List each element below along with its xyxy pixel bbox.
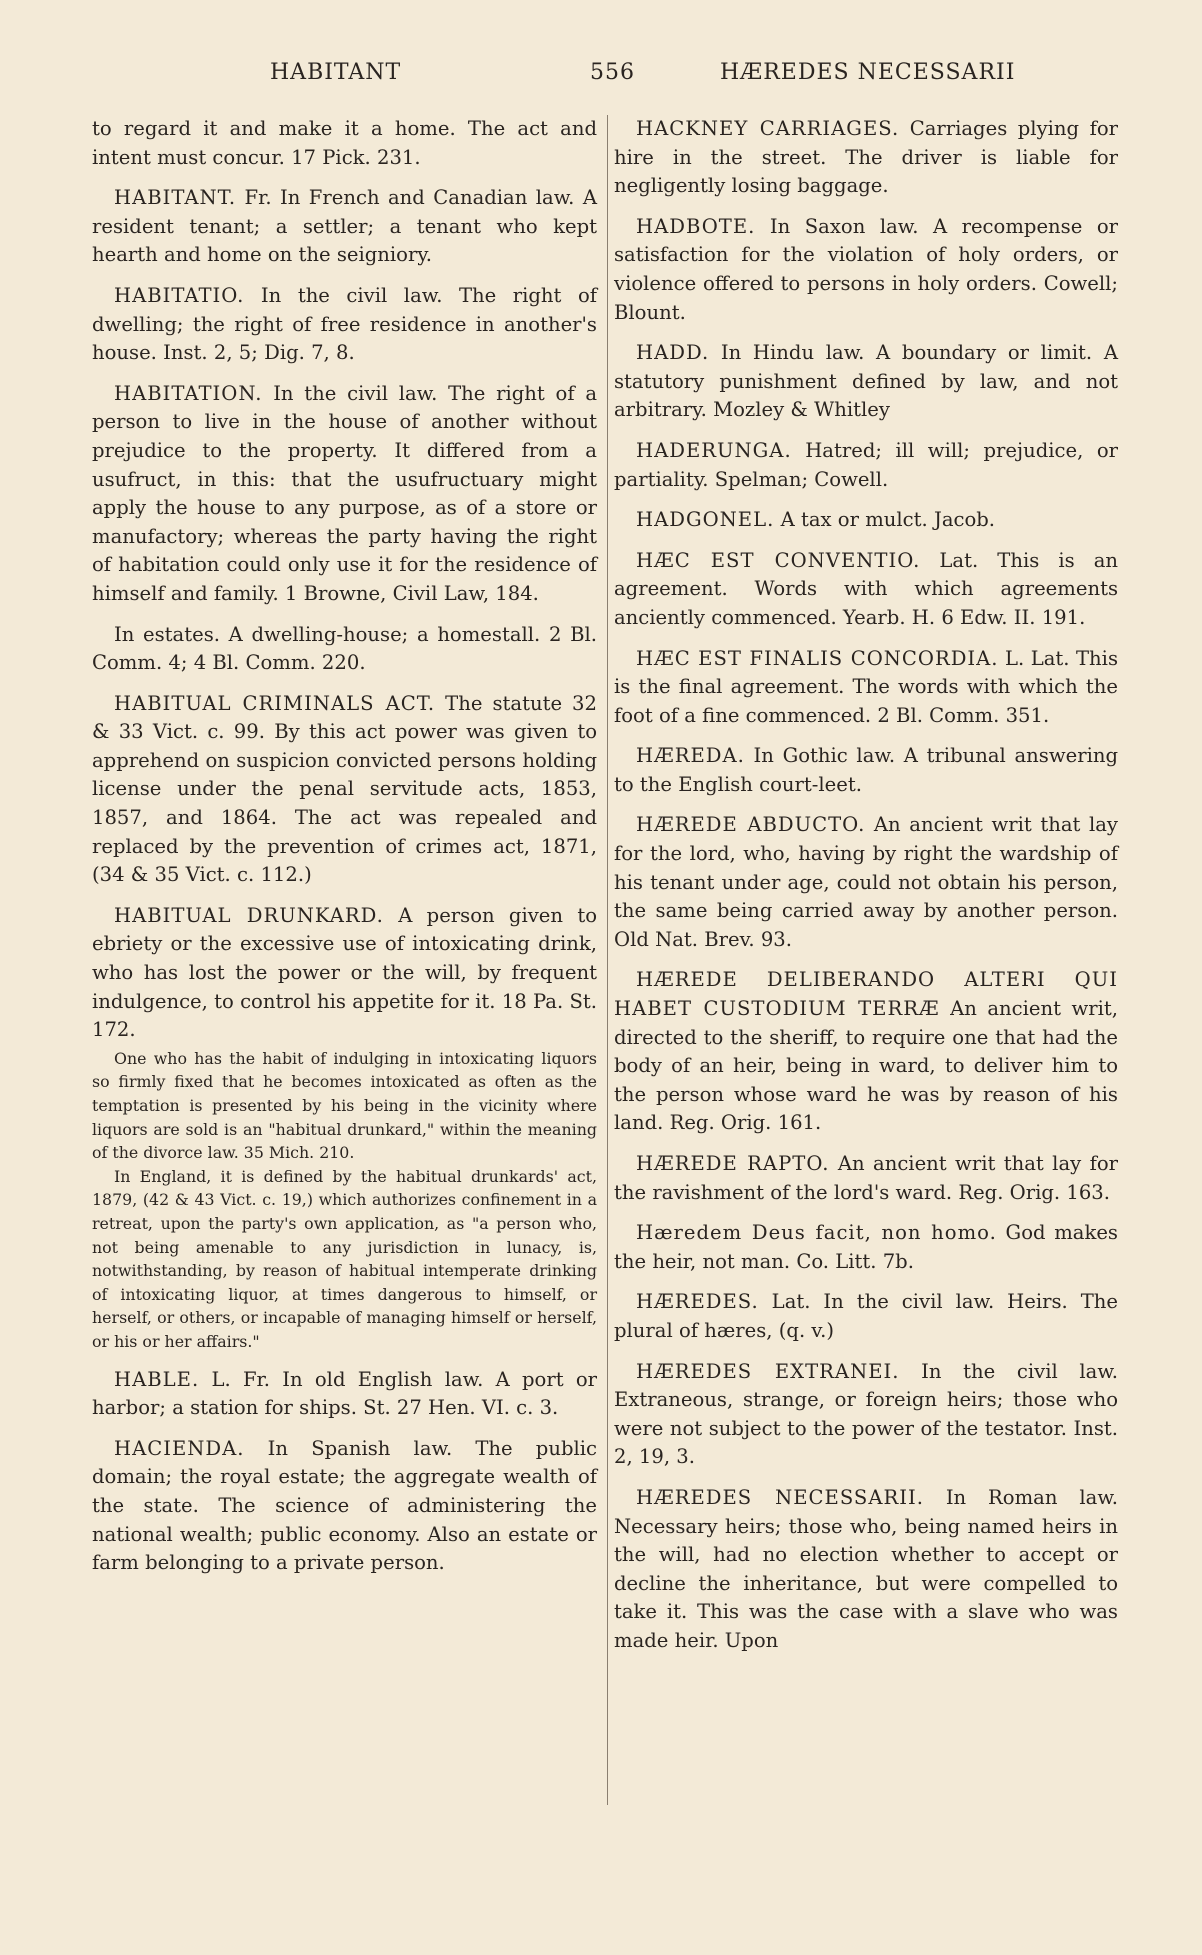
header-left-term: HABITANT [270,60,402,85]
entry-definition: Lat. In the civil law. Heirs. The plural of hæres, (q. v.) [614,1290,1118,1342]
entry-term: HÆREDE ABDUCTO. [636,813,866,837]
entry-term: HACIENDA. [114,1436,245,1460]
entry-term: HADGONEL. [636,508,775,532]
entry [614,506,1118,535]
entry [614,437,1118,494]
entry-term: HACKNEY CARRIAGES. [636,117,900,140]
entry-definition: In Hindu law. A boundary or limit. A statutory punishment defined by law, and not arbitrary. Mozley & Whitley [614,341,1118,422]
entry-definition: In Saxon law. A recompense or satisfaction for the violation of holy orders, or violence offered to persons in holy orders. Cowell; Blount. [614,214,1118,324]
entry [614,1358,1118,1472]
running-header [95,60,1117,92]
entry-definition: Hatred; ill will; prejudice, or partiality. Spelman; Cowell. [614,438,1118,491]
entry-definition: In Roman law. Necessary heirs; those who, being named heirs in the will, had no election whether to accept or decline the inheritance, but were compelled to take it. This was the case with a slave who was made heir. Upon [614,1485,1118,1652]
entry-term: HADBOTE. [636,214,756,238]
entry-definition: In the civil law. The right of dwelling; the right of free residence in another's house. Inst. 2, 5; Dig. 7, 8. [92,283,597,365]
entry-term: HÆREDES. [636,1290,759,1314]
entry-definition: Carriages plying for hire in the street. The driver is liable for negligently losing baggage. [614,117,1118,198]
entry-term: HÆREDE DELIBERANDO ALTERI QUI HABET CUSTODIUM TERRÆ [614,968,1118,1021]
entry-term: Hæredem Deus facit, non homo. [636,1221,997,1245]
entry-definition: In the civil law. Extraneous, strange, or foreign heirs; those who were not subject to the power of the testator. Inst. 2, 19, 3. [614,1359,1118,1469]
entry-definition: An ancient writ that lay for the lord, who, having by right the wardship of his tenant under age, could not obtain his person, the same being carried away by another person. Old Nat. Brev. 93. [614,813,1118,951]
entry-term: HÆREDA. [636,744,745,768]
entry [92,690,597,890]
entry-term: HÆREDES NECESSARII. [636,1485,924,1509]
entry-definition: Lat. This is an agreement. Words with which agreements anciently commenced. Yearb. H. 6 Edw. II. 191. [614,548,1119,629]
small-print-note: One who has the habit of indulging in intoxicating liquors so firmly fixed that he becomes intoxicated as often as the temptation is presented by his being in the vicinity where liquors are sold is an "habitual drunkard," within the meaning of the divorce law. 35 Mich. 210. [92,1048,597,1163]
entry-definition: L. Lat. This is the final agreement. The words with which the foot of a fine commenced. 2 Bl. Comm. 351. [614,646,1119,727]
column-divider [607,115,608,1805]
entry [614,645,1118,731]
entry-term: HABLE. [114,1367,200,1391]
entry-term: HABITATIO. [114,283,245,307]
entry-definition: L. Fr. In old English law. A port or harbor; a station for ships. St. 27 Hen. VI. c. 3. [92,1367,597,1420]
header-right-term: HÆREDES NECESSARII [720,60,1016,85]
entry-term: HADERUNGA. [636,438,792,462]
entry-definition: In Gothic law. A tribunal answering to the English court-leet. [614,744,1118,796]
entry-definition: The statute 32 & 33 Vict. c. 99. By this act power was given to apprehend on suspicion convicted persons holding license under the penal servitude acts, 1853, 1857, and 1864. The act was repealed and replaced by the prevention of crimes act, 1871, (34 & 35 Vict. c. 112.) [92,691,597,887]
entry-definition: Fr. In French and Canadian law. A resident tenant; a settler; a tenant who kept hearth and home on the seigniory. [92,186,597,267]
entry [614,115,1118,201]
entry-term: HABITUAL CRIMINALS ACT. [114,691,436,715]
entry [614,811,1118,954]
entry [92,380,597,609]
entry [92,282,597,368]
entry-term: HABITUAL DRUNKARD. [114,903,384,927]
entry [614,547,1118,633]
entry [614,1288,1118,1345]
page-number: 556 [590,60,635,85]
right-column [614,115,1118,1668]
entry [614,1219,1118,1276]
entry-definition: An ancient writ, directed to the sheriff, to require one that had the body of an heir, being in ward, to deliver him to the person whose ward he was by reason of his land. Reg. Orig. 161. [614,997,1118,1135]
entry [614,213,1118,327]
entry-term: HÆC EST FINALIS CONCORDIA. [636,646,999,670]
entry-continuation: to regard it and make it a home. The act and intent must concur. 17 Pick. 231. [92,117,597,169]
entry-term: HABITANT. [114,186,237,210]
entry-term: HÆREDE RAPTO. [636,1152,830,1175]
entry-term: HÆREDES EXTRANEI. [636,1359,900,1383]
entry [92,184,597,270]
entry [614,1150,1118,1207]
entry-definition: God makes the heir, not man. Co. Litt. 7b. [614,1221,1118,1273]
entry-definition: In the civil law. The right of a person to live in the house of another without prejudice to the property. It differed from a usufruct, in this: that the usufructuary might apply the house to any purpose, as of a store or manufactory; whereas the party having the right of habitation could only use it for the residence of himself and family. 1 Browne, Civil Law, 184. [92,381,597,605]
entry [614,1484,1118,1656]
small-print-note: In England, it is defined by the habitual drunkards' act, 1879, (42 & 43 Vict. c. 19,) which authorizes confinement in a retreat, upon the party's own application, as "a person who, not being amenable to any jurisdiction in lunacy, is, notwithstanding, by reason of habitual intemperate drinking of intoxicating liquor, at times dangerous to himself, or herself, or others, or incapable of managing himself or herself, or his or her affairs." [92,1166,597,1351]
left-column [92,115,597,1590]
entry-term: HADD. [636,341,710,365]
entry-definition: In Spanish law. The public domain; the royal estate; the aggregate wealth of the state. The science of administering the national wealth; public economy. Also an estate or farm belonging to a private person. [92,1436,597,1575]
entry [614,742,1118,799]
entry [92,1366,597,1423]
entry-term: HABITATION. [114,381,263,405]
entry-term: HÆC EST CONVENTIO. [636,548,921,572]
entry [92,902,597,1045]
entry [614,339,1118,425]
entry-definition: In estates. A dwelling-house; a homestall. 2 Bl. Comm. 4; 4 Bl. Comm. 220. [92,622,597,675]
entry [92,621,597,678]
entry-definition: A tax or mulct. Jacob. [774,508,996,532]
entry-definition: A person given to ebriety or the excessive use of intoxicating drink, who has lost the power or the will, by frequent indulgence, to control his appetite for it. 18 Pa. St. 172. [92,903,597,1042]
entry [614,966,1118,1138]
entry [92,1435,597,1578]
entry-definition: An ancient writ that lay for the ravishment of the lord's ward. Reg. Orig. 163. [614,1152,1119,1204]
